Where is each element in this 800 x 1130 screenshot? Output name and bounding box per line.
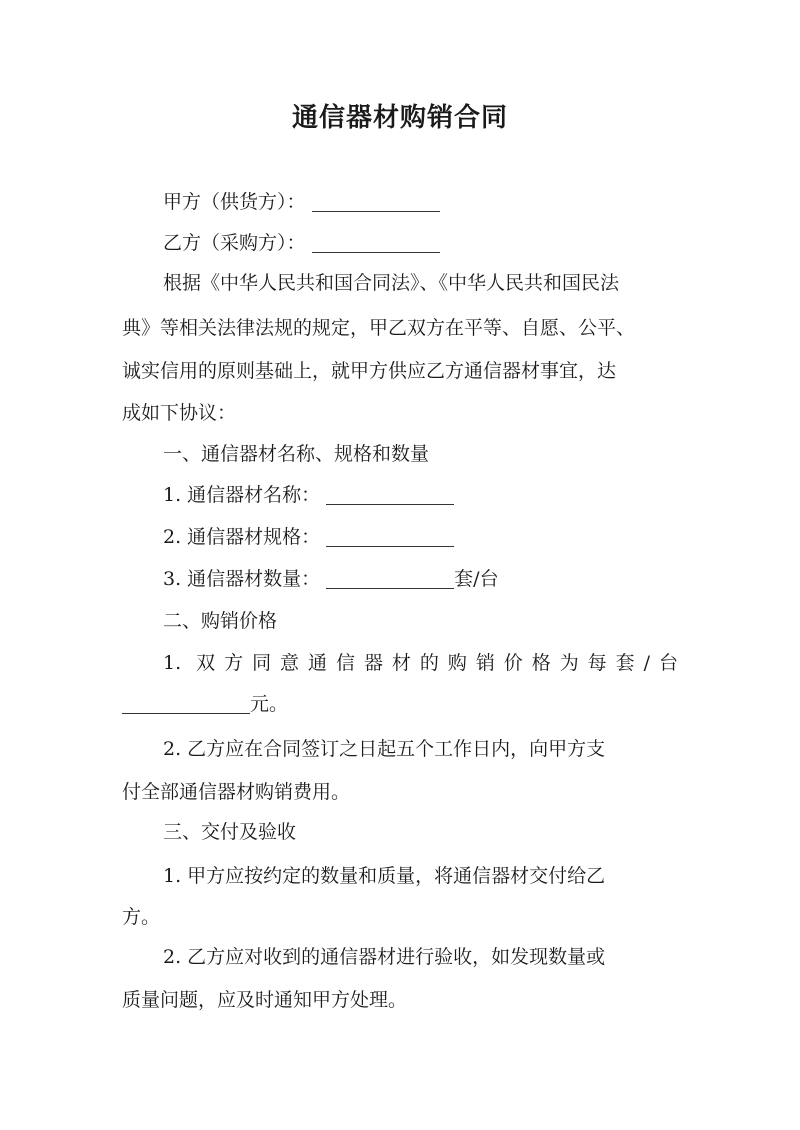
preamble-line-2: 典》等相关法律法规的规定，甲乙双方在平等、自愿、公平、 [122,317,636,339]
party-a-line [0,188,800,216]
section1-item1 [0,481,800,509]
section3-item1-line1: 1. 甲方应按约定的数量和质量，将通信器材交付给乙 [163,865,606,887]
party-b-line [0,229,800,257]
preamble-line-1: 根据《中华人民共和国合同法》、《中华人民共和国民法 [163,272,620,294]
material-name-blank[interactable] [326,484,454,505]
section1-heading: 一、通信器材名称、规格和数量 [163,443,430,465]
section3-item1-line2: 方。 [122,906,161,928]
section2-item1-line2 [0,690,800,718]
section3-heading: 三、交付及验收 [163,821,297,843]
section3-item2-line1: 2. 乙方应对收到的通信器材进行验收，如发现数量或 [163,946,606,968]
material-qty-unit: 套/台 [454,568,499,590]
unit-price-unit: 元。 [250,693,289,715]
material-spec-blank[interactable] [326,526,454,547]
party-b-label: 乙方（采购方）： [163,232,306,254]
material-qty-label: 3. 通信器材数量： [163,568,321,590]
unit-price-blank[interactable] [122,693,250,714]
preamble-line-3: 诚实信用的原则基础上，就甲方供应乙方通信器材事宜，达 [122,360,617,382]
section1-item2 [0,523,800,551]
material-spec-label: 2. 通信器材规格： [163,526,321,548]
section2-item2-line1: 2. 乙方应在合同签订之日起五个工作日内，向甲方支 [163,738,606,760]
party-a-label: 甲方（供货方）： [163,191,306,213]
section1-item3 [0,565,800,593]
party-a-blank[interactable] [312,191,440,212]
section3-item2-line2: 质量问题，应及时通知甲方处理。 [122,989,408,1011]
material-qty-blank[interactable] [326,568,454,589]
document-title: 通信器材购销合同 [291,103,508,133]
section2-heading: 二、购销价格 [163,610,278,632]
price-clause-text: 1. 双方同意通信器材的购销价格为每套/台 [163,652,678,674]
material-name-label: 1. 通信器材名称： [163,484,321,506]
section2-item2-line2: 付全部通信器材购销费用。 [122,781,351,803]
preamble-line-4: 成如下协议： [122,402,237,424]
party-b-blank[interactable] [312,232,440,253]
section2-item1-line1 [0,649,800,677]
